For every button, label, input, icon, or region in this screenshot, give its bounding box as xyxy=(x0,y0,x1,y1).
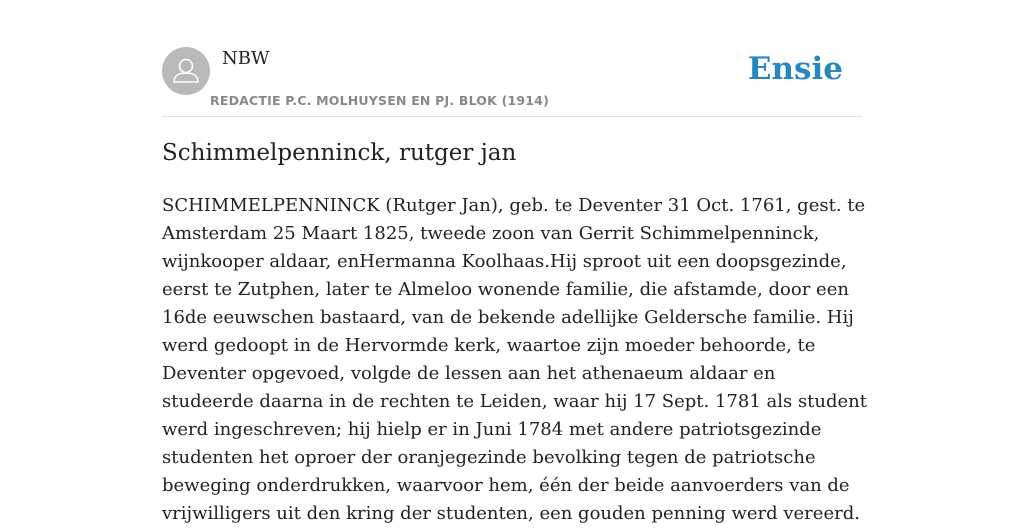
author-subtitle: REDACTIE P.C. MOLHUYSEN EN PJ. BLOK (1914) xyxy=(210,93,549,108)
brand-logo[interactable]: Ensie xyxy=(747,51,843,87)
author-name[interactable]: NBW xyxy=(222,48,270,69)
article-title: Schimmelpenninck, rutger jan xyxy=(162,140,517,166)
page-header xyxy=(162,46,862,117)
article-body: SCHIMMELPENNINCK (Rutger Jan), geb. te Deventer 31 Oct. 1761, gest. te Amsterdam 25 Maart 1825, tweede zoon van Gerrit Schimmelpenninck, wijnkooper aldaar, enHermanna Koolhaas.Hij sproot uit een doopsgezinde, eerst te Zutphen, later te Almeloo wonende familie, die afstamde, door een 16de eeuwschen bastaard, van de bekende adellijke Geldersche familie. Hij werd gedoopt in de Hervormde kerk, waartoe zijn moeder behoorde, te Deventer opgevoed, volgde de lessen aan het athenaeum aldaar en studeerde daarna in de rechten te Leiden, waar hij 17 Sept. 1781 als student werd ingeschreven; hij hielp er in Juni 1784 met andere patriotsgezinde studenten het oproer der oranjegezinde bevolking tegen de patriotsche beweging onderdrukken, waarvoor hem, één der beide aanvoerders van de vrijwilligers uit den kring der studenten, een gouden penning werd vereerd. xyxy=(162,195,868,524)
avatar[interactable] xyxy=(162,47,210,95)
user-silhouette-icon xyxy=(162,47,210,95)
